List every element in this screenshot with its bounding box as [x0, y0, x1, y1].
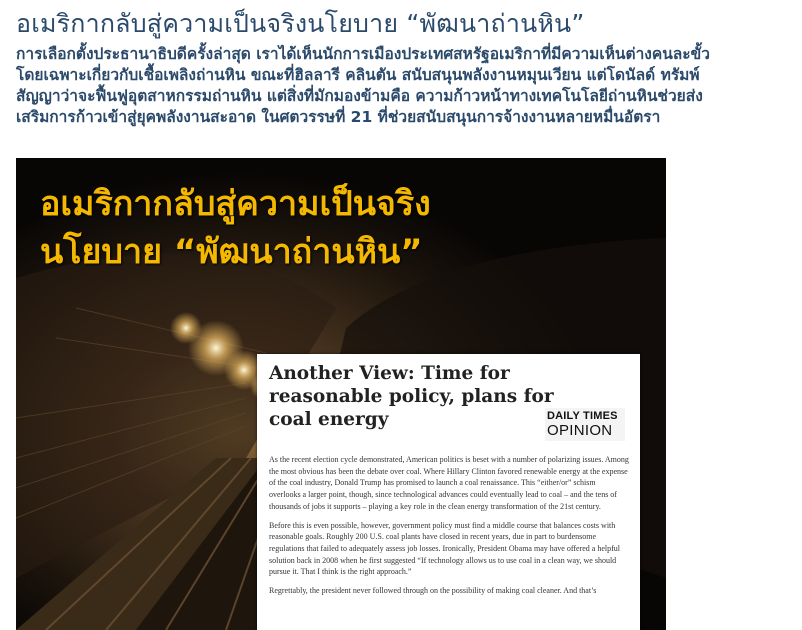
clipping-body: [269, 454, 629, 604]
lead-line: โดยเฉพาะเกี่ยวกับเชื้อเพลิงถ่านหิน ขณะที่ฮิลลารี คลินตัน สนับสนุนพลังงานหมุนเวียน แต่โดนัลด์ ทรัมพ์: [16, 66, 700, 84]
article-headline: อเมริกากลับสู่ความเป็นจริงนโยบาย “พัฒนาถ่านหิน”: [16, 9, 585, 38]
overlay-line: อเมริกากลับสู่ความเป็นจริง: [40, 184, 431, 224]
overlay-line: นโยบาย “พัฒนาถ่านหิน”: [40, 232, 423, 272]
photo-overlay-title: [40, 180, 431, 276]
clipping-paragraph: Before this is even possible, however, government policy must find a middle course that balances costs with reasonable goals. Roughly 200 U.S. coal plants have closed in recent years, due in part to burdensome regulations that failed to adequately assess job losses. Ironically, President Obama may have offered a helpful solution back in 2008 when he first suggested “If technology allows us to use coal in a clean way, we should pursue it. That I think is the right approach.”: [269, 520, 621, 577]
clipping-paragraph: Regrettably, the president never followed through on the possibility of making coal cleaner. And that’s: [269, 586, 597, 596]
clipping-paragraph: As the recent election cycle demonstrated, American politics is beset with a number of polarizing issues. Among the most obvious has been the debate over coal. Where Hillary Clinton favored renewable energy at the expense of the coal industry, Donald Trump has promised to launch a coal renaissance. This “either/or” schism overlooks a larger point, though, since technological advances could eventually lead to coal – and the tens of thousands of jobs it supports – playing a key role in the clean energy transformation of the 21st century.: [269, 455, 629, 511]
clipping-title: Another View: Time for reasonable policy, plans for coal energy: [269, 363, 554, 430]
lead-line: สัญญาว่าจะฟื้นฟูอุตสาหกรรมถ่านหิน แต่สิ่งที่มักมองข้ามคือ ความก้าวหน้าทางเทคโนโลยีถ่านหินช่วยส่ง: [16, 87, 703, 105]
newspaper-clipping: [257, 354, 640, 630]
coal-mine-photo: [16, 158, 666, 630]
badge-publication: DAILY TIMES: [547, 410, 618, 422]
lead-line: เสริมการก้าวเข้าสู่ยุคพลังงานสะอาด ในศตวรรษที่ 21 ที่ช่วยสนับสนุนการจ้างงานหลายหมื่นอัตรา: [16, 108, 661, 126]
badge-section: OPINION: [547, 422, 613, 439]
daily-times-opinion-badge: [545, 408, 625, 441]
lead-line: การเลือกตั้งประธานาธิบดีครั้งล่าสุด เราได้เห็นนักการเมืองประเทศสหรัฐอเมริกาที่มีความเห็นต่างคนละขั้ว: [16, 45, 710, 63]
article-lead: [16, 44, 800, 128]
